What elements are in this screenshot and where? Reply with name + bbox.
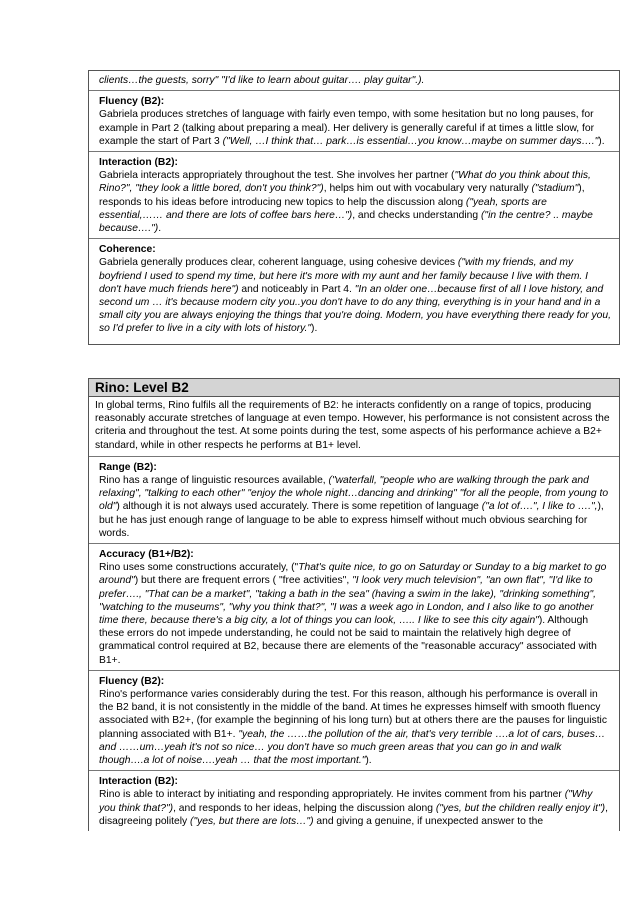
section-heading: Interaction (B2): <box>99 157 178 169</box>
section-text: ). <box>365 755 372 767</box>
coherence-section <box>89 238 619 343</box>
section-text: , helps him out with vocabulary very naturally <box>323 183 532 195</box>
interaction-section <box>89 151 619 238</box>
quote: ("a lot of….", I like to ….", <box>481 501 598 513</box>
accuracy-section <box>89 543 619 670</box>
section-text: Rino's performance varies considerably during the test. For this reason, although his performance is overall in the B2 band, it is not consistently in the middle of the band. At times he expresses himself with smooth fluency associated with B2+, (for example the beginning of his long turn) but at others there are the pauses for linguistic planning associated with B1+. <box>99 689 607 740</box>
section-text: and giving a genuine, if unexpected answer to the <box>313 815 544 827</box>
section-heading: Coherence: <box>99 244 156 256</box>
section-text: Rino has a range of linguistic resources available, <box>99 475 329 487</box>
section-text: Gabriela generally produces clear, coherent language, using cohesive devices <box>99 257 458 269</box>
section-text: ). Although these errors do not impede understanding, he could not be said to maintain the relatively high degree of grammatical control required at B2, because there are elements of the "reasonable accuracy" associated with B1+. <box>99 615 597 666</box>
carryover-quote: clients…the guests, sorry" "I'd like to learn about guitar…. play guitar".). <box>99 75 425 86</box>
section-heading: Interaction (B2): <box>99 776 178 788</box>
quote: ("with my friends, and my boyfriend I used to spend my time, but here it's more with my aunt and her family because I live with them. I don't have much friends here") <box>99 257 589 295</box>
level-title: Rino: Level B2 <box>95 380 189 395</box>
section-heading: Fluency (B2): <box>99 675 165 687</box>
quote: ("Well, …I think that… park…is essential…you know…maybe on summer days…." <box>222 135 599 147</box>
quote: ("yeah, sports are essential,…… and there are lots of coffee bars here…") <box>99 196 547 221</box>
quote: "What do you think about this, Rino?", "they look a little bored, don't you think?") <box>99 170 591 195</box>
section-heading: Accuracy (B1+/B2): <box>99 549 194 561</box>
assessment-box-rino <box>88 378 620 831</box>
fluency-section <box>89 670 619 770</box>
quote: ("Why you think that?") <box>99 789 593 814</box>
fluency-section <box>89 90 619 151</box>
interaction-section <box>89 770 619 831</box>
section-text: , and responds to her ideas, helping the discussion along <box>173 802 436 814</box>
section-text: and noticeably in Part 4. <box>238 283 355 295</box>
level-title-bar <box>89 379 619 397</box>
quote: ("in the centre? .. maybe because….") <box>99 209 593 235</box>
section-text: ), responds to his ideas before introducing new topics to help the discussion along <box>99 183 585 208</box>
summary-text: In global terms, Rino fulfils all the requirements of B2: he interacts confidently on a range of topics, producing reasonably accurate stretches of language at even tempo. However, his performance is not consistent across the criteria and throughout the test. At some points during the test, some aspects of his performance achieve a B2+ standard, while in other respects he performs at B1+ level. <box>89 397 619 457</box>
section-text: , disagreeing politely <box>99 802 608 827</box>
carryover-text-cell <box>89 71 619 90</box>
section-text: ). <box>311 323 318 335</box>
section-text: Gabriela interacts appropriately throughout the test. She involves her partner ( <box>99 170 455 182</box>
quote: "yeah, the ……the pollution of the air, that's very terrible ….a lot of cars, buses…and ……um…yeah it's not so nice… you don't have so much green areas that you can go in and walk though….a lot of noise….yeah … that the most important." <box>99 728 606 767</box>
quote: "I look very much television", "an own flat", "I'd like to prefer…., "That can be a market", "taking a bath in the sea" (having a swim in the lake), "drinking something", "watching to the museums", "why you think that?", "I was a week ago in London, and I also like to go another time there, because there's a big city, a lot of things you can look, ….. I like to see this city again" <box>99 575 596 627</box>
quote: ("yes, but the children really enjoy it") <box>435 802 606 814</box>
section-text: , and checks understanding <box>352 209 481 221</box>
quote: ("waterfall, "people who are walking through the park and relaxing", "talking to each other" "enjoy the whole night…dancing and drinking" "for all the people, from young to old" <box>99 475 609 513</box>
section-text: ) although it is not always used accurately. There is some repetition of language <box>116 501 482 513</box>
quote: ("yes, but there are lots…") <box>190 815 314 827</box>
section-text: . <box>158 223 162 235</box>
section-text: ) but there are frequent errors ( "free activities", <box>134 575 353 587</box>
assessment-box-gabriela <box>88 70 620 345</box>
section-text: ), but he has just enough range of language to be able to express himself without much obvious searching for words. <box>99 501 604 539</box>
section-heading: Range (B2): <box>99 461 157 473</box>
section-text: ). <box>598 135 605 147</box>
range-section <box>89 457 619 543</box>
section-text: Rino is able to interact by initiating and responding appropriately. He invites comment from his partner <box>99 789 565 801</box>
section-text: Rino uses some constructions accurately, (" <box>99 562 299 574</box>
quote: That's quite nice, to go on Saturday or Sunday to a big market to go around" <box>99 562 607 587</box>
quote: "In an older one…because first of all I love history, and second um … it's because modern city you..you don't have to do any thing, everything is in your hand and in a small city you are always enjoying the things that you're doing. Modern, you have everything there ready for you, so I'd prefer to live in a city with lots of history." <box>99 283 611 335</box>
quote: ("stadium" <box>531 183 579 195</box>
section-heading: Fluency (B2): <box>99 96 165 108</box>
section-text: Gabriela produces stretches of language with fairly even tempo, with some hesitation but no long pauses, for example in Part 2 (talking about preparing a meal). Her delivery is generally careful if at times a little slow, for example the start of Part 3 <box>99 109 595 147</box>
